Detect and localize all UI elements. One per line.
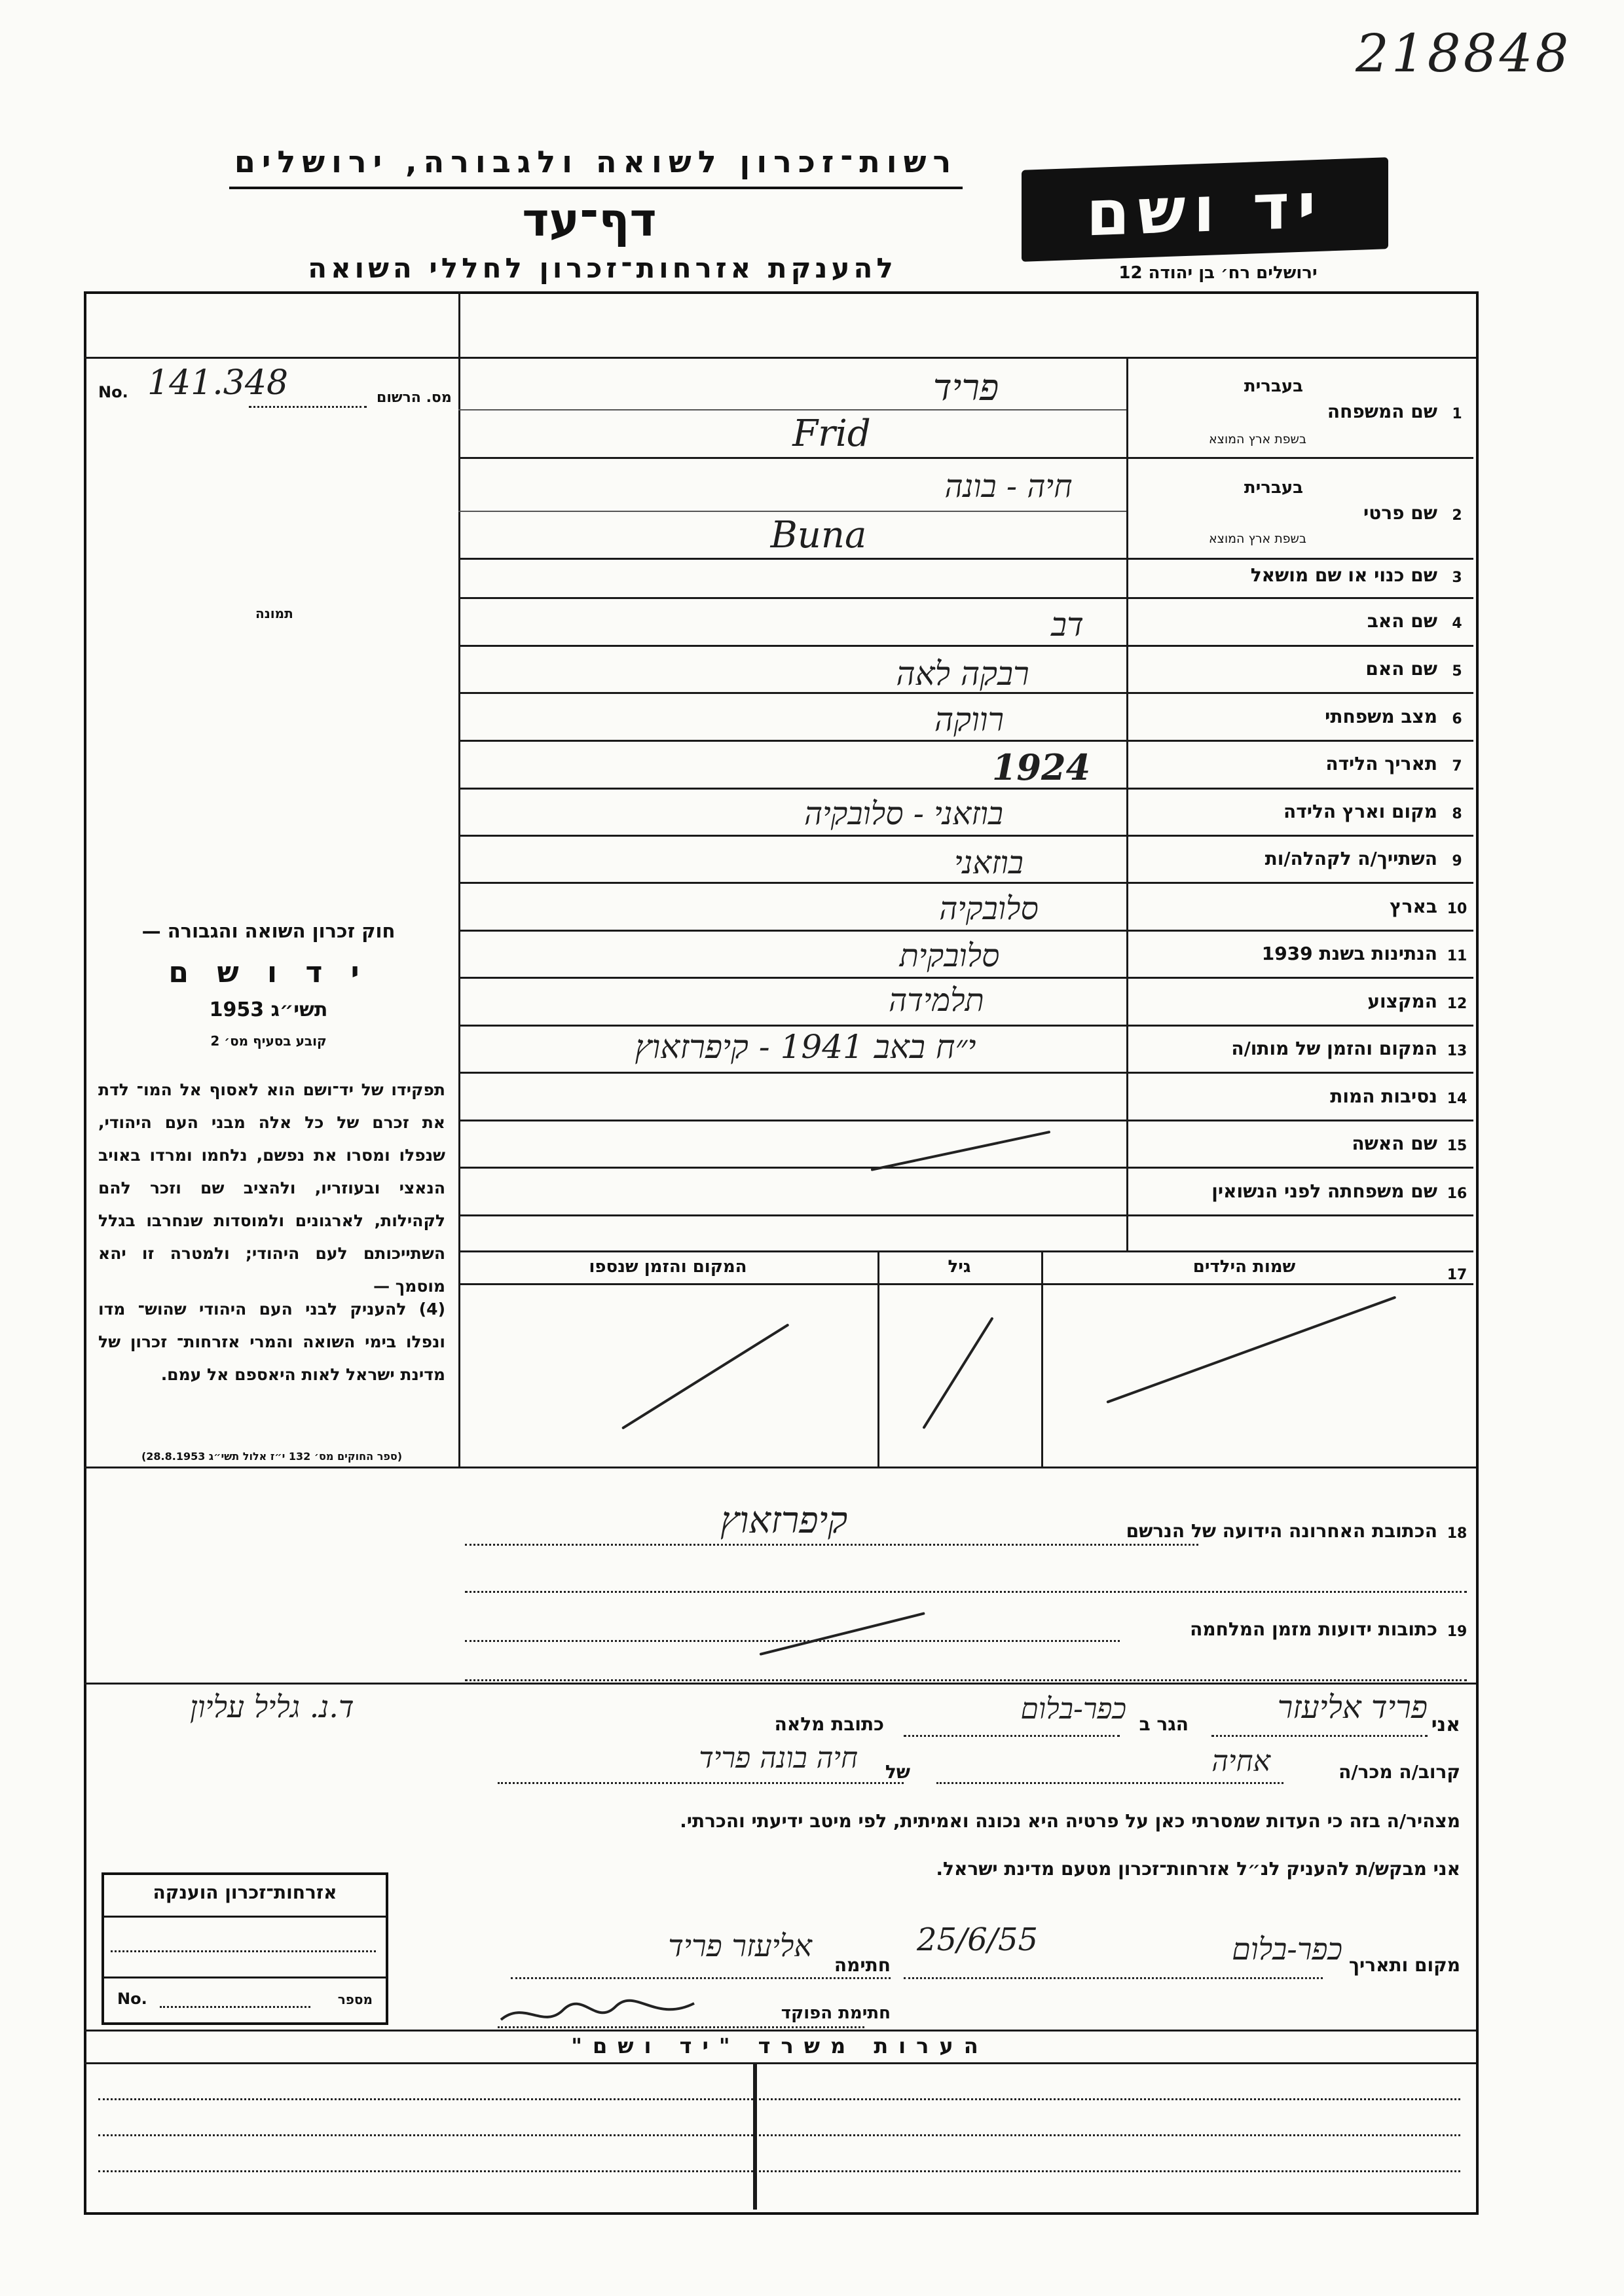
field-11-number: 11: [1447, 948, 1467, 964]
field-3-number: 3: [1452, 570, 1462, 586]
children-col-place: המקום והזמן שנספו: [589, 1257, 747, 1277]
field-14-number: 14: [1447, 1091, 1467, 1107]
declarant-resides-value: כפר-בלום: [1020, 1692, 1126, 1726]
officer-label: חתימת הפוקד: [781, 2003, 891, 2023]
org-line: רשות־זכרון לשואה ולגבורה, ירושלים: [234, 144, 958, 179]
place-value: כפר-בלום: [1232, 1931, 1342, 1967]
law-title: חוק זכרון השואה והגבורה —: [141, 920, 396, 942]
office-notes-divider: [753, 2062, 757, 2210]
field-5-value: רבקה לאה: [896, 655, 1029, 693]
law-year: תשי״ג 1953: [209, 998, 328, 1021]
org-line-underline: [229, 187, 963, 189]
field-9-number: 9: [1452, 853, 1462, 869]
logo-address: ירושלים רח׳ בן יהודה 12: [1118, 263, 1318, 283]
field-18-value: קיפרזאוץ: [720, 1499, 848, 1542]
logo-text: יד ושם: [1086, 168, 1324, 251]
field-7-number: 7: [1452, 758, 1462, 774]
field-7-value: 1924: [991, 746, 1091, 788]
law-source: (ספר החוקים מס׳ 132 י״ז אלול תשי״ג 28.8.1953): [141, 1450, 403, 1463]
field-2-lang-origin: בשפת ארץ המוצא: [1208, 532, 1306, 546]
declarant-relation-value: אחיה: [1211, 1745, 1270, 1778]
law-name: י ד ו ש ם: [168, 956, 369, 989]
field-2-number: 2: [1452, 507, 1462, 524]
field-13-number: 13: [1447, 1043, 1467, 1059]
children-col-names: שמות הילדים: [1192, 1257, 1296, 1277]
field-4-number: 4: [1452, 615, 1462, 632]
field-8-value: בוזאני - סלובקיה: [803, 795, 1004, 832]
form-subtitle: להענקת אזרחות־זכרון לחללי השואה: [308, 252, 897, 284]
citizenship-box-title: אזרחות־זכרון הוענקה: [153, 1882, 337, 1903]
field-17-number: 17: [1447, 1267, 1467, 1283]
field-12-value: תלמידה: [889, 982, 984, 1019]
field-8-label: מקום וארץ הלידה: [1283, 801, 1437, 822]
registry-no-label: No.: [98, 383, 128, 401]
photo-label: תמונה: [255, 606, 293, 621]
field-10-value: סלובקיה: [939, 890, 1039, 927]
field-2-label: שם פרטי: [1363, 502, 1437, 524]
field-18-label: הכתובת האחרונה הידועה של הנרשם: [1126, 1520, 1437, 1542]
field-1-value-origin: Frid: [792, 412, 871, 455]
field-4-value: דב: [1051, 606, 1084, 644]
field-14-label: נסיבות המות: [1330, 1085, 1437, 1107]
field-3-label: שם כנוי או שם מושאל: [1250, 564, 1437, 586]
declarant-of-value: חיה בונה פריד: [699, 1741, 858, 1775]
declarant-relative-label: קרוב/ה מכר/ה: [1338, 1761, 1460, 1783]
field-1-value-hebrew: פריד: [932, 367, 999, 409]
law-paragraph-1: תפקידו של יד־ושם הוא לאסוף אל המו־ לדת את זכרם של כל אלה מבני העם היהודי, שנפלו ומסרו את נפשם, נלחמו ומרדו באויב הנאצי ובעוזריו, ולהציב שם וזכר להם לקהילות, לארגונים ולמוסדות שנחרבו בגלל השתייכותם לעם היהודי; ולמטרה זו יהא מוסמך —: [98, 1080, 445, 1296]
field-15-label: שם האשה: [1352, 1133, 1437, 1154]
declarant-resides-label: הגר ב: [1139, 1713, 1189, 1735]
field-7-label: תאריך הלידה: [1325, 753, 1437, 774]
archive-number: 218848: [1356, 23, 1572, 84]
field-2-value-origin: Buna: [770, 514, 867, 556]
field-13-label: המקום והזמן של מותו/ה: [1231, 1038, 1437, 1059]
field-13-value: י״ח באב 1941 - קיפרזאוץ: [635, 1028, 976, 1066]
place-date-label: מקום ותאריך: [1348, 1954, 1460, 1976]
field-12-number: 12: [1447, 996, 1467, 1012]
office-notes-title: הערות משרד "יד ושם": [571, 2033, 989, 2058]
declarant-full-address-value: ד.נ. גליל עליון: [190, 1689, 354, 1724]
field-1-number: 1: [1452, 406, 1462, 422]
field-11-label: הנתינות בשנת 1939: [1261, 943, 1437, 964]
declarant-name: פריד אליעזר: [1277, 1689, 1428, 1726]
registry-label: מס. הרשום: [377, 390, 452, 406]
children-col-age: גיל: [948, 1257, 971, 1277]
declarant-i-label: אני: [1431, 1713, 1460, 1736]
signature-value: אליעזר פריד: [668, 1928, 812, 1963]
field-15-number: 15: [1447, 1138, 1467, 1154]
citizenship-box: [101, 1872, 388, 2025]
registry-number: 141.348: [147, 363, 289, 403]
field-12-label: המקצוע: [1367, 991, 1437, 1012]
field-5-number: 5: [1452, 663, 1462, 680]
field-6-number: 6: [1452, 711, 1462, 727]
field-6-value: רווקה: [934, 701, 1005, 738]
law-clause: קובע בסעיף מס׳ 2: [210, 1033, 327, 1049]
declarant-full-address-label: כתובת מלאה: [774, 1713, 884, 1735]
field-8-number: 8: [1452, 806, 1462, 822]
declaration-text: מצהיר/ה בזה כי העדות שמסרתי כאן על פרטיה היא נכונה ואמיתית, לפי מיטב ידיעתי והכרתי.: [680, 1810, 1460, 1832]
declarant-of-label: של: [885, 1761, 910, 1783]
field-9-value: בוזאני: [954, 845, 1024, 881]
field-4-label: שם האב: [1367, 610, 1437, 632]
field-2-value-hebrew: חיה - בונה: [944, 468, 1073, 505]
citizenship-number-label: מספר: [337, 1992, 373, 2007]
field-10-number: 10: [1447, 901, 1467, 917]
request-text: אני מבקש/ת להעניק לנ״ל אזרחות־זכרון מטעם מדינת ישראל.: [936, 1858, 1460, 1880]
citizenship-no-label: No.: [117, 1990, 147, 2008]
field-18-number: 18: [1447, 1525, 1467, 1542]
field-1-label: שם המשפחה: [1327, 401, 1437, 422]
field-9-label: השתייך/ה לקהלה/ות: [1264, 848, 1437, 869]
form-title: דף־עד: [522, 193, 657, 247]
field-5-label: שם האם: [1365, 658, 1437, 680]
field-19-number: 19: [1447, 1624, 1467, 1640]
field-6-label: מצב משפחתי: [1325, 706, 1437, 727]
field-16-label: שם משפחתה לפני הנשואין: [1211, 1180, 1437, 1202]
date-value: 25/6/55: [917, 1922, 1039, 1958]
field-2-lang-hebrew: בעברית: [1244, 478, 1303, 498]
field-1-lang-origin: בשפת ארץ המוצא: [1208, 432, 1306, 446]
law-paragraph-2: (4) להעניק לבני העם היהודי שהוש־ מדו ונפלו בימי השואה והמרי אזרחות־ זכרון של מדינת ישראל לאות היאספם אל עמם.: [98, 1300, 445, 1384]
field-19-label: כתובות ידועות מזמן המלחמה: [1190, 1618, 1437, 1640]
field-1-lang-hebrew: בעברית: [1244, 376, 1303, 396]
field-10-label: בארץ: [1390, 896, 1437, 917]
yad-vashem-logo: [1022, 157, 1388, 262]
field-11-value: סלובקית: [899, 938, 1000, 974]
field-16-number: 16: [1447, 1186, 1467, 1202]
signature-label: חתימה: [834, 1954, 891, 1976]
